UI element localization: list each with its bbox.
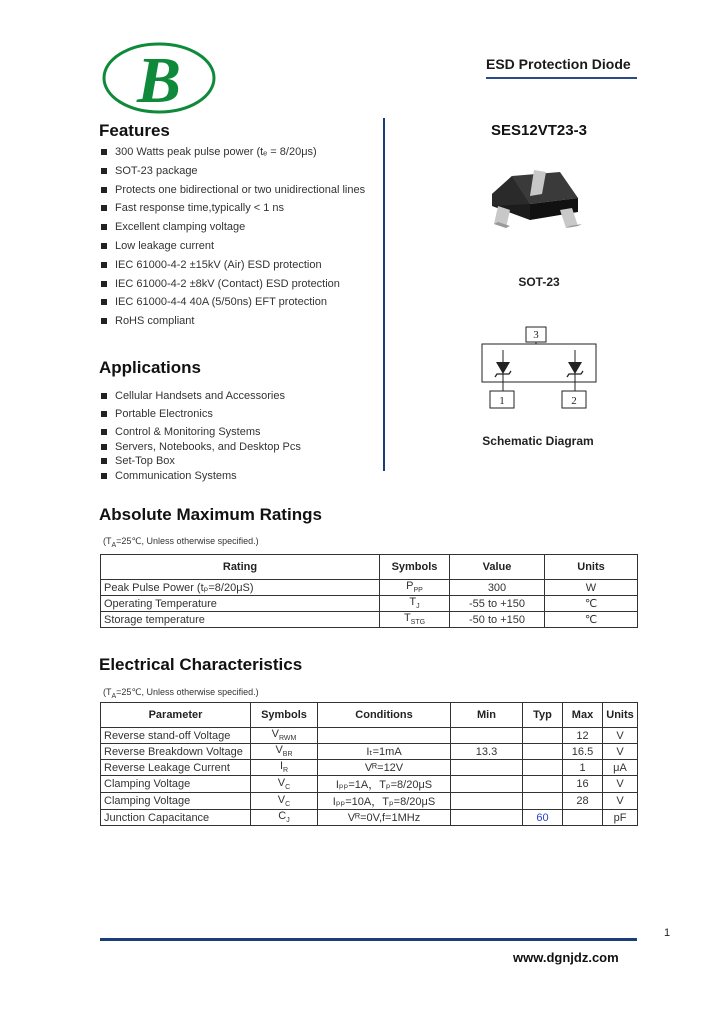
- column-header: Min: [451, 703, 523, 728]
- pin-3-label: 3: [533, 329, 539, 341]
- sot23-package-image: [484, 168, 586, 242]
- column-header: Value: [450, 555, 545, 580]
- package-label: SOT-23: [518, 275, 560, 289]
- table-row: Reverse Leakage Current $I_R$ Vᴿ=12V 1 μA: [101, 760, 638, 776]
- amr-condition-note: ($T_A=25℃$, Unless otherwise specified.): [103, 536, 259, 549]
- list-item: Portable Electronics: [99, 407, 301, 425]
- amr-table: [100, 554, 638, 628]
- page-number: 1: [664, 927, 671, 939]
- list-item: Protects one bidirectional or two unidirectional lines: [99, 183, 365, 202]
- applications-heading: Applications: [99, 358, 202, 377]
- logo-letter: B: [136, 44, 182, 114]
- column-header: Typ: [523, 703, 563, 728]
- website-link[interactable]: www.dgnjdz.com: [513, 950, 619, 965]
- list-item: IEC 61000-4-2 ±8kV (Contact) ESD protection: [99, 277, 365, 296]
- list-item: Cellular Handsets and Accessories: [99, 389, 301, 407]
- ec-table: [100, 702, 638, 826]
- column-header: Conditions: [318, 703, 451, 728]
- column-header: Max: [563, 703, 603, 728]
- column-header: Units: [545, 555, 638, 580]
- table-row: Reverse Breakdown Voltage $V_{BR}$ Iₜ=1mA 13.3 16.5 V: [101, 744, 638, 760]
- pin-1-label: 1: [499, 395, 505, 407]
- pin-2-label: 2: [571, 395, 577, 407]
- list-item: Excellent clamping voltage: [99, 220, 365, 239]
- list-item: Fast response time,typically < 1 ns: [99, 201, 365, 220]
- list-item: SOT-23 package: [99, 164, 365, 183]
- applications-list: [99, 389, 301, 483]
- list-item: RoHS compliant: [99, 314, 365, 333]
- table-row: Clamping Voltage $V_C$ Iₚₚ=10A，Tₚ=8/20μS 28 V: [101, 793, 638, 810]
- table-row: Reverse stand-off Voltage $V_{RWM}$ 12 V: [101, 728, 638, 744]
- list-item: 300 Watts peak pulse power (tₑ = 8/20μs): [99, 145, 365, 164]
- table-row: Storage temperature $T_{STG}$ -50 to +150 ℃: [101, 612, 638, 628]
- column-divider: [383, 118, 385, 471]
- footer-rule: [100, 938, 637, 941]
- column-header: Units: [603, 703, 638, 728]
- ec-condition-note: ($T_A=25℃$, Unless otherwise specified.): [103, 687, 259, 700]
- schematic-label: Schematic Diagram: [482, 434, 594, 448]
- table-row: Operating Temperature $T_J$ -55 to +150 ℃: [101, 596, 638, 612]
- features-heading: Features: [99, 121, 170, 140]
- list-item: Set-Top Box: [99, 454, 301, 469]
- company-logo: [102, 42, 216, 114]
- list-item: IEC 61000-4-2 ±15kV (Air) ESD protection: [99, 258, 365, 277]
- column-header: Parameter: [101, 703, 251, 728]
- list-item: IEC 61000-4-4 40A (5/50ns) EFT protection: [99, 295, 365, 314]
- column-header: Rating: [101, 555, 380, 580]
- table-row: Peak Pulse Power (tₚ=8/20μS) $P_{PP}$ 300 W: [101, 580, 638, 596]
- amr-heading: Absolute Maximum Ratings: [99, 505, 322, 524]
- table-row: Junction Capacitance $C_J$ Vᴿ=0V,f=1MHz 60 pF: [101, 810, 638, 826]
- list-item: Control & Monitoring Systems: [99, 425, 301, 440]
- document-type: ESD Protection Diode: [486, 56, 631, 72]
- list-item: Servers, Notebooks, and Desktop Pcs: [99, 440, 301, 455]
- features-list: [99, 145, 365, 333]
- table-row: Clamping Voltage $V_C$ Iₚₚ=1A，Tₚ=8/20μS 16 V: [101, 776, 638, 793]
- schematic-diagram: [478, 324, 598, 414]
- column-header: Symbols: [380, 555, 450, 580]
- header-rule: [486, 77, 637, 79]
- list-item: Communication Systems: [99, 469, 301, 484]
- part-number: SES12VT23-3: [491, 122, 587, 139]
- list-item: Low leakage current: [99, 239, 365, 258]
- ec-heading: Electrical Characteristics: [99, 655, 303, 674]
- column-header: Symbols: [251, 703, 318, 728]
